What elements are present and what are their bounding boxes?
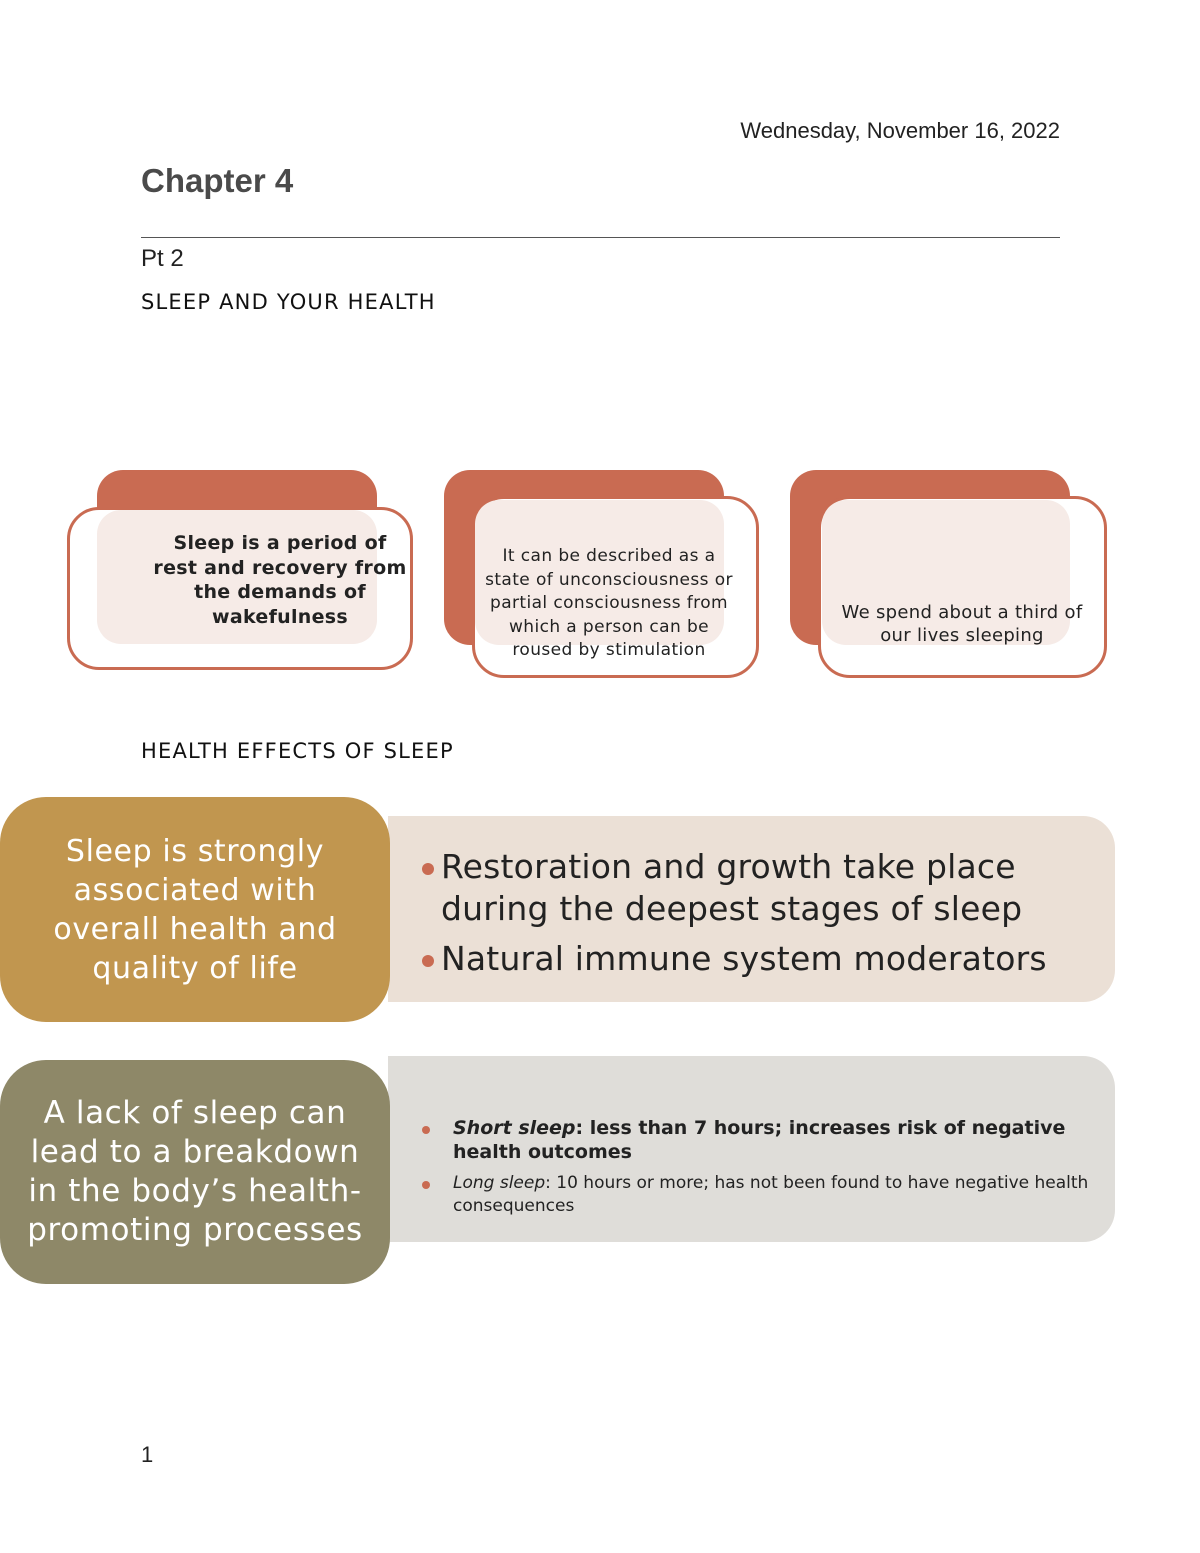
effect-1-summary <box>0 797 390 1022</box>
part-label: Pt 2 <box>141 245 184 272</box>
list-item <box>420 1116 1090 1164</box>
effect-2-bullets <box>420 1116 1090 1218</box>
list-item <box>420 938 1100 980</box>
effect-2-summary-text: A lack of sleep can lead to a breakdown in the body’s health-promoting processes <box>27 1095 363 1248</box>
bullet-dot-icon <box>422 863 434 875</box>
date-line: Wednesday, November 16, 2022 <box>740 118 1060 143</box>
list-item <box>420 1172 1090 1218</box>
long-sleep-text: : 10 hours or more; has not been found to have negative health consequences <box>453 1173 1089 1216</box>
bullet-dot-icon <box>422 955 434 967</box>
health-effects-heading: HEALTH EFFECTS OF SLEEP <box>141 739 454 763</box>
page-number: 1 <box>141 1442 154 1467</box>
title-divider <box>141 237 1060 238</box>
card-1-definition: is a period of rest and recovery from the demands of wakefulness <box>153 532 407 628</box>
effect-1-bullet-1: Restoration and growth take place during the deepest stages of sleep <box>441 847 1023 928</box>
effect-1-bullets <box>420 846 1100 980</box>
card-1-term: Sleep <box>173 532 235 554</box>
list-item <box>420 846 1100 930</box>
bullet-dot-icon <box>422 1126 430 1134</box>
effect-2-summary <box>0 1060 390 1284</box>
card-1-text <box>150 532 410 628</box>
long-sleep-term: Long sleep <box>453 1173 546 1193</box>
short-sleep-text: : less than 7 hours; increases risk of negative health outcomes <box>453 1117 1066 1163</box>
short-sleep-term: Short sleep <box>453 1117 576 1139</box>
section-heading: SLEEP AND YOUR HEALTH <box>141 290 436 314</box>
bullet-dot-icon <box>422 1181 430 1189</box>
effect-1-bullet-2: Natural immune system moderators <box>441 939 1047 978</box>
effect-1-summary-text: Sleep is strongly associated with overall health and quality of life <box>53 833 337 986</box>
card-2-text: It can be described as a state of unconsciousness or partial consciousness from which a person can be roused by stimulation <box>485 546 733 661</box>
card-3-text: We spend about a third of our lives sleeping <box>841 602 1083 646</box>
chapter-title: Chapter 4 <box>141 162 294 199</box>
